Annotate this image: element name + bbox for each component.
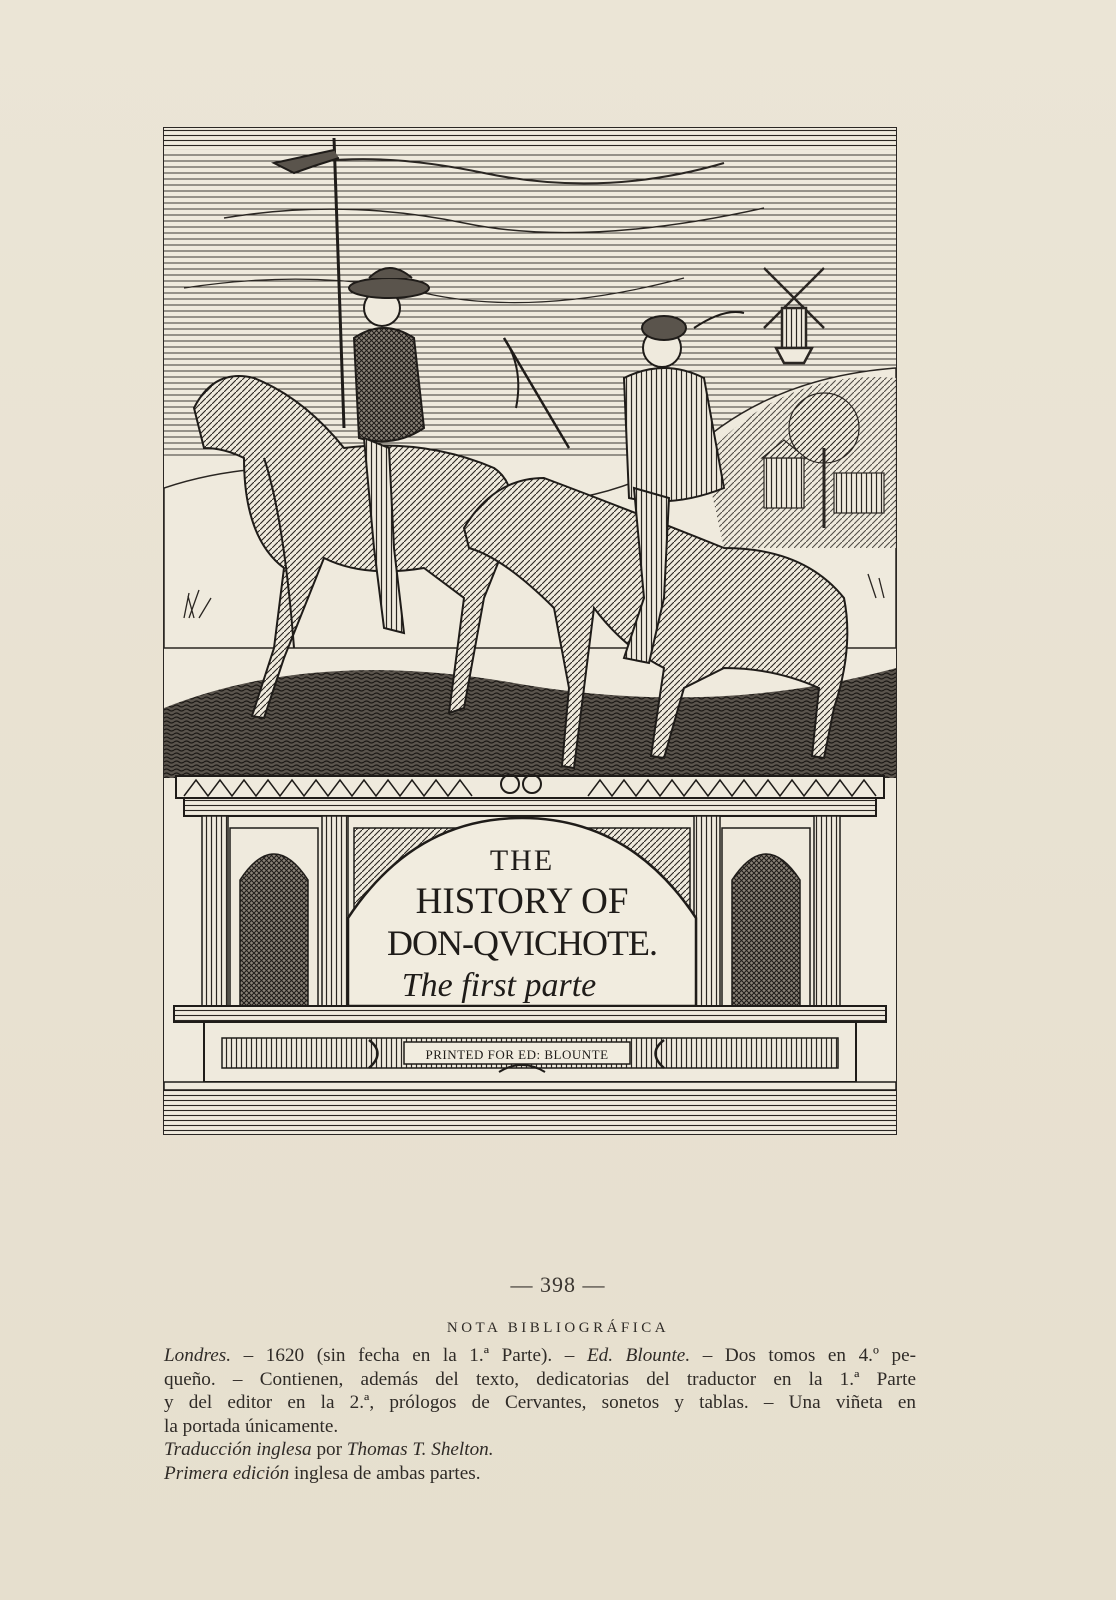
- plate-imprint: PRINTED FOR ED: BLOUNTE: [425, 1047, 609, 1062]
- note-translator: Thomas T. Shelton.: [346, 1439, 494, 1460]
- title-page-engraving: [164, 128, 896, 1134]
- note-heading: NOTA BIBLIOGRÁFICA: [446, 1320, 670, 1336]
- note-city: Londres.: [164, 1345, 231, 1366]
- note-line: Primera edición inglesa de ambas partes.: [164, 1462, 481, 1484]
- bibliographic-note: [164, 1344, 916, 1485]
- plate-title-line-2: HISTORY OF: [415, 881, 629, 922]
- plate-title-line-3: DON-QVICHOTE.: [387, 923, 657, 963]
- plate-subtitle: The first parte: [401, 967, 597, 1004]
- plate-title-line-1: THE: [489, 844, 555, 877]
- note-line: Londres. – 1620 (sin fecha en la 1.ª Parte). – Ed. Blounte. – Dos tomos en 4.º pe-: [164, 1345, 916, 1366]
- note-publisher: Ed. Blounte.: [586, 1345, 691, 1366]
- note-line: la portada únicamente.: [164, 1415, 339, 1437]
- note-line: Traducción inglesa por Thomas T. Shelton.: [164, 1439, 494, 1460]
- note-line: y del editor en la 2.ª, prólogos de Cervantes, sonetos y tablas. – Una viñeta en: [164, 1392, 916, 1413]
- page-number: — 398 —: [510, 1272, 606, 1297]
- note-line: queño. – Contienen, además del texto, dedicatorias del traductor en la 1.ª Parte: [164, 1368, 916, 1390]
- engraving-plate: [163, 127, 897, 1135]
